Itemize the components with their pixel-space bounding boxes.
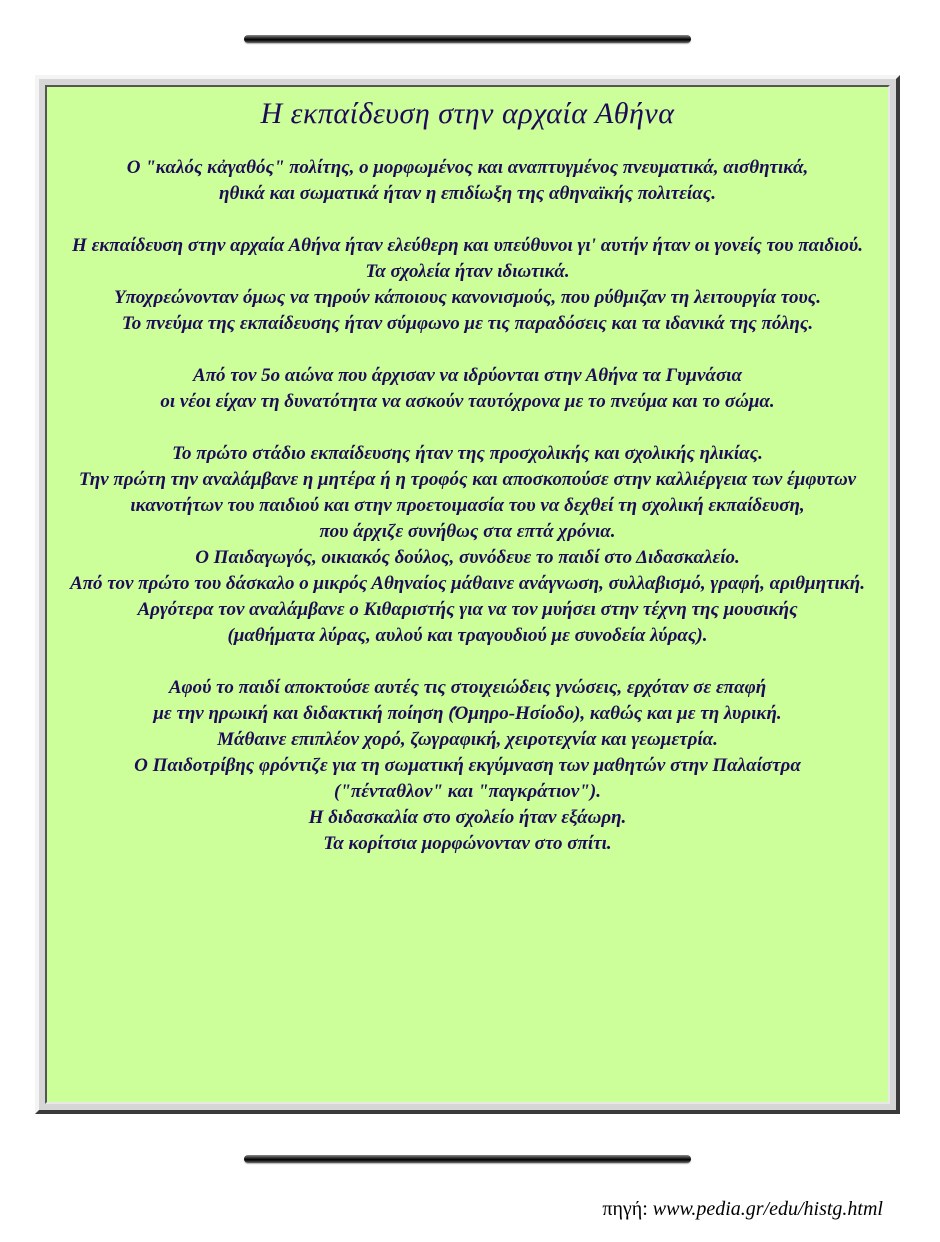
paragraph-line: οι νέοι είχαν τη δυνατότητα να ασκούν ταυτόχρονα με το πνεύμα και το σώμα. [160,391,775,412]
page-title: Η εκπαίδευση στην αρχαία Αθήνα [260,97,675,130]
bottom-divider [244,1155,691,1163]
paragraph-line: Η εκπαίδευση στην αρχαία Αθήνα ήταν ελεύθερη και υπεύθυνοι γι' αυτήν ήταν οι γονείς του παιδιού. [72,235,863,256]
paragraph-line: που άρχιζε συνήθως στα επτά χρόνια. [319,521,616,542]
paragraph-line: Την πρώτη την αναλάμβανε η μητέρα ή η τροφός και αποσκοπούσε στην καλλιέργεια των έμφυτων ικανοτήτων του παιδιού και στην προετοιμασία του να δεχθεί τη σχολική εκπαίδευση, [78,469,857,516]
paragraph-1 [67,155,868,207]
paragraph-line: Αφού το παιδί αποκτούσε αυτές τις στοιχειώδεις γνώσεις, ερχόταν σε επαφή [168,677,767,698]
paragraph-line: Μάθαινε επιπλέον χορό, ζωγραφική, χειροτεχνία και γεωμετρία. [217,729,718,750]
paragraph-line: Το πνεύμα της εκπαίδευσης ήταν σύμφωνο με τις παραδόσεις και τα ιδανικά της πόλης. [121,313,814,334]
content-panel [45,85,890,1104]
paragraph-line: Υποχρεώνονταν όμως να τηρούν κάποιους κανονισμούς, που ρύθμιζαν τη λειτουργία τους. [113,287,822,308]
paragraph-line: Ο "καλός κἀγαθός" πολίτης, ο μορφωμένος και αναπτυγμένος πνευματικά, αισθητικά, [126,157,809,178]
source-label: πηγή: [602,1198,648,1220]
paragraph-line: Τα κορίτσια μορφώνονταν στο σπίτι. [323,833,612,854]
source-link[interactable]: www.pedia.gr/edu/histg.html [652,1198,883,1220]
source-credit [602,1198,883,1221]
paragraph-4 [67,441,868,649]
content-frame [35,75,900,1114]
paragraph-line: ηθικά και σωματικά ήταν η επιδίωξη της αθηναϊκής πολιτείας. [219,183,716,204]
top-divider [244,35,691,43]
paragraph-line: Η διδασκαλία στο σχολείο ήταν εξάωρη. [308,807,627,828]
paragraph-line: (μαθήματα λύρας, αυλού και τραγουδιού με συνοδεία λύρας). [227,625,708,646]
paragraph-line: Ο Παιδαγωγός, οικιακός δούλος, συνόδευε το παιδί στο Διδασκαλείο. [195,547,740,568]
paragraph-line: Ο Παιδοτρίβης φρόντιζε για τη σωματική εκγύμναση των μαθητών στην Παλαίστρα [134,755,801,776]
paragraph-line: Το πρώτο στάδιο εκπαίδευσης ήταν της προσχολικής και σχολικής ηλικίας. [172,443,763,464]
paragraph-line: Από τον 5ο αιώνα που άρχισαν να ιδρύονται στην Αθήνα τα Γυμνάσια [193,365,742,386]
paragraph-5 [67,675,868,857]
paragraph-line: με την ηρωική και διδακτική ποίηση (Όμηρο-Ησίοδο), καθώς και με τη λυρική. [153,703,782,724]
paragraph-line: Από τον πρώτο του δάσκαλο ο μικρός Αθηναίος μάθαινε ανάγνωση, συλλαβισμό, γραφή, αριθμητική. Αργότερα τον αναλάμβανε ο Κιθαριστής για να τον μυήσει στην τέχνη της μουσικής [70,573,865,620]
paragraph-line: Τα σχολεία ήταν ιδιωτικά. [365,261,570,282]
paragraph-2 [67,233,868,337]
paragraph-line: ("πένταθλον" και "παγκράτιον"). [334,781,601,802]
paragraph-3 [67,363,868,415]
